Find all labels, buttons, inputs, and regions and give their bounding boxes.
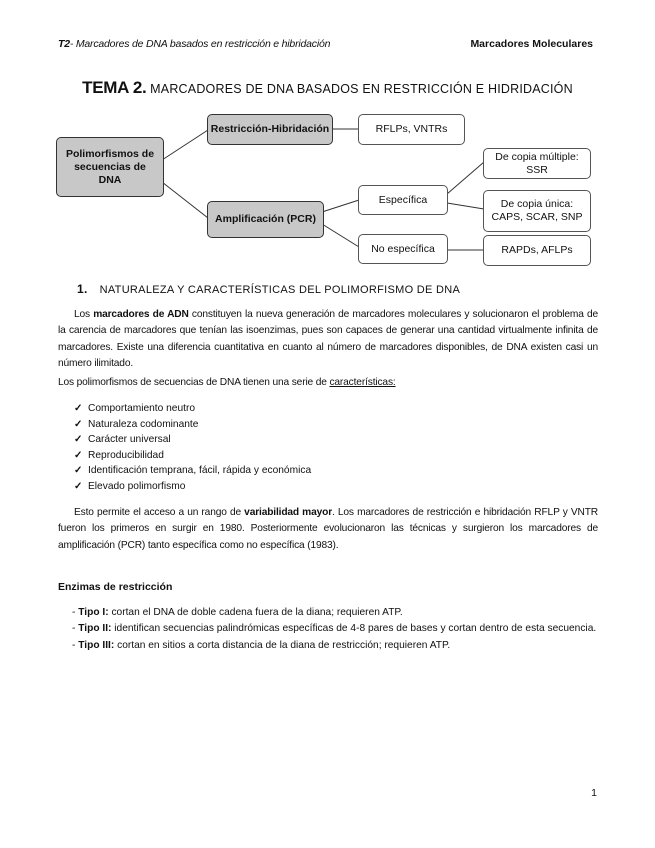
diagram-root-label: Polimorfismos de secuencias de DNA bbox=[65, 147, 155, 186]
connector-specific-single bbox=[447, 203, 484, 209]
connector-amp-specific bbox=[322, 200, 359, 212]
header-chapter-title: - Marcadores de DNA basados en restricción e hibridación bbox=[69, 38, 331, 50]
diagram-rapds-box bbox=[483, 235, 591, 266]
title-tema: TEMA 2. bbox=[82, 78, 147, 97]
list-item bbox=[72, 638, 596, 654]
list-item-text: Carácter universal bbox=[88, 434, 171, 446]
diagram-root-box bbox=[56, 137, 164, 197]
check-icon: ✓ bbox=[74, 403, 83, 414]
running-header-right: Marcadores Moleculares bbox=[470, 38, 593, 50]
paragraph-intro-bold: marcadores de ADN bbox=[93, 309, 189, 320]
list-dash: - bbox=[72, 639, 79, 651]
page-number: 1 bbox=[591, 787, 597, 799]
list-item bbox=[72, 621, 596, 637]
diagram-restriction-box bbox=[207, 114, 333, 145]
paragraph-variability-post: . Los marcadores de restricción e hibridación RFLP y VNTR fueron los primeros en surgir en 1980. Posteriormente evolucionaron las técnicas y surgieron los marcadores de amplificación (PCR) tanto específica como no específica (1983). bbox=[58, 507, 598, 551]
paragraph-variability-pre: Esto permite el acceso a un rango de bbox=[74, 507, 245, 518]
diagram-restriction-label: Restricción-Hibridación bbox=[210, 123, 330, 135]
connector-specific-multi bbox=[447, 162, 484, 194]
paragraph-characteristics-link: características: bbox=[329, 377, 396, 388]
diagram-specific-box bbox=[358, 185, 448, 215]
check-icon: ✓ bbox=[74, 449, 83, 461]
diagram-nonspecific-label: No específica bbox=[371, 242, 435, 255]
check-icon: ✓ bbox=[74, 434, 83, 446]
connector-root-amplification bbox=[162, 182, 208, 218]
enzyme-type-text: cortan el DNA de doble cadena fuera de la diana; requieren ATP. bbox=[108, 607, 403, 618]
enzymes-list bbox=[72, 605, 596, 654]
list-item bbox=[74, 432, 311, 448]
diagram-amplification-box bbox=[207, 201, 324, 238]
paragraph-characteristics-pre: Los polimorfismos de secuencias de DNA tienen una serie de bbox=[58, 377, 330, 388]
diagram-rflp-label: RFLPs, VNTRs bbox=[375, 123, 448, 135]
diagram-nonspecific-box bbox=[358, 234, 448, 264]
diagram-amplification-label: Amplificación (PCR) bbox=[215, 213, 316, 225]
list-item-text: Elevado polimorfismo bbox=[88, 480, 186, 492]
diagram-rapds-label: RAPDs, AFLPs bbox=[501, 244, 573, 256]
list-item-text: Naturaleza codominante bbox=[88, 418, 199, 430]
enzyme-type-text: identifican secuencias palindrómicas específicas de 4-8 pares de bases y cortan dentro de esta secuencia. bbox=[111, 623, 597, 635]
section-title: NATURALEZA Y CARACTERÍSTICAS DEL POLIMORFISMO DE DNA bbox=[99, 284, 461, 296]
list-item bbox=[74, 479, 311, 495]
paragraph-intro bbox=[58, 307, 598, 372]
section-number: 1. bbox=[77, 282, 88, 296]
diagram-multi-copy-box bbox=[483, 148, 591, 179]
list-item bbox=[74, 463, 311, 479]
paragraph-intro-post: constituyen la nueva generación de marcadores moleculares y solucionaron el problema de la carencia de marcadores que tenían las isoenzimas, pues son capaces de generar una cantidad virtualmente infinita de marcadores. Existe una diferencia cuantitativa en cuanto al número de marcadores disponibles, de DNA existen casi un número ilimitado. bbox=[58, 309, 599, 369]
list-dash: - bbox=[72, 607, 79, 618]
check-icon: ✓ bbox=[74, 465, 83, 477]
section-heading bbox=[77, 282, 460, 296]
list-item-text: Identificación temprana, fácil, rápida y económica bbox=[88, 465, 312, 477]
list-dash: - bbox=[72, 623, 79, 635]
connector-amp-nonspecific bbox=[322, 224, 359, 247]
paragraph-characteristics bbox=[58, 375, 598, 391]
list-item bbox=[74, 401, 311, 417]
list-item bbox=[74, 417, 311, 433]
enzyme-type-label: Tipo III: bbox=[78, 639, 115, 651]
diagram-rflp-box bbox=[358, 114, 465, 145]
check-icon: ✓ bbox=[74, 418, 83, 430]
enzyme-type-label: Tipo II: bbox=[78, 623, 112, 635]
list-item bbox=[72, 605, 596, 621]
enzyme-type-text: cortan en sitios a corta distancia de la diana de restricción; requieren ATP. bbox=[114, 639, 451, 651]
paragraph-variability-bold: variabilidad mayor bbox=[244, 507, 333, 518]
list-item-text: Reproducibilidad bbox=[88, 449, 164, 461]
enzymes-heading: Enzimas de restricción bbox=[58, 581, 173, 593]
diagram-single-copy-label: De copia única: CAPS, SCAR, SNP bbox=[491, 198, 583, 223]
list-item bbox=[74, 448, 311, 464]
header-chapter: T2 bbox=[58, 38, 70, 50]
diagram-specific-label: Específica bbox=[378, 193, 428, 206]
list-item-text: Comportamiento neutro bbox=[88, 403, 196, 414]
diagram-multi-copy-label: De copia múltiple: SSR bbox=[495, 150, 579, 176]
check-icon: ✓ bbox=[74, 480, 83, 492]
paragraph-variability bbox=[58, 505, 598, 554]
enzyme-type-label: Tipo I: bbox=[78, 607, 109, 618]
title-text: MARCADORES DE DNA BASADOS EN RESTRICCIÓN E HIDRIDACIÓN bbox=[150, 82, 573, 96]
connector-root-restriction bbox=[162, 130, 208, 160]
paragraph-intro-pre: Los bbox=[74, 309, 94, 320]
characteristics-list bbox=[74, 401, 311, 495]
diagram-single-copy-box bbox=[483, 190, 591, 232]
